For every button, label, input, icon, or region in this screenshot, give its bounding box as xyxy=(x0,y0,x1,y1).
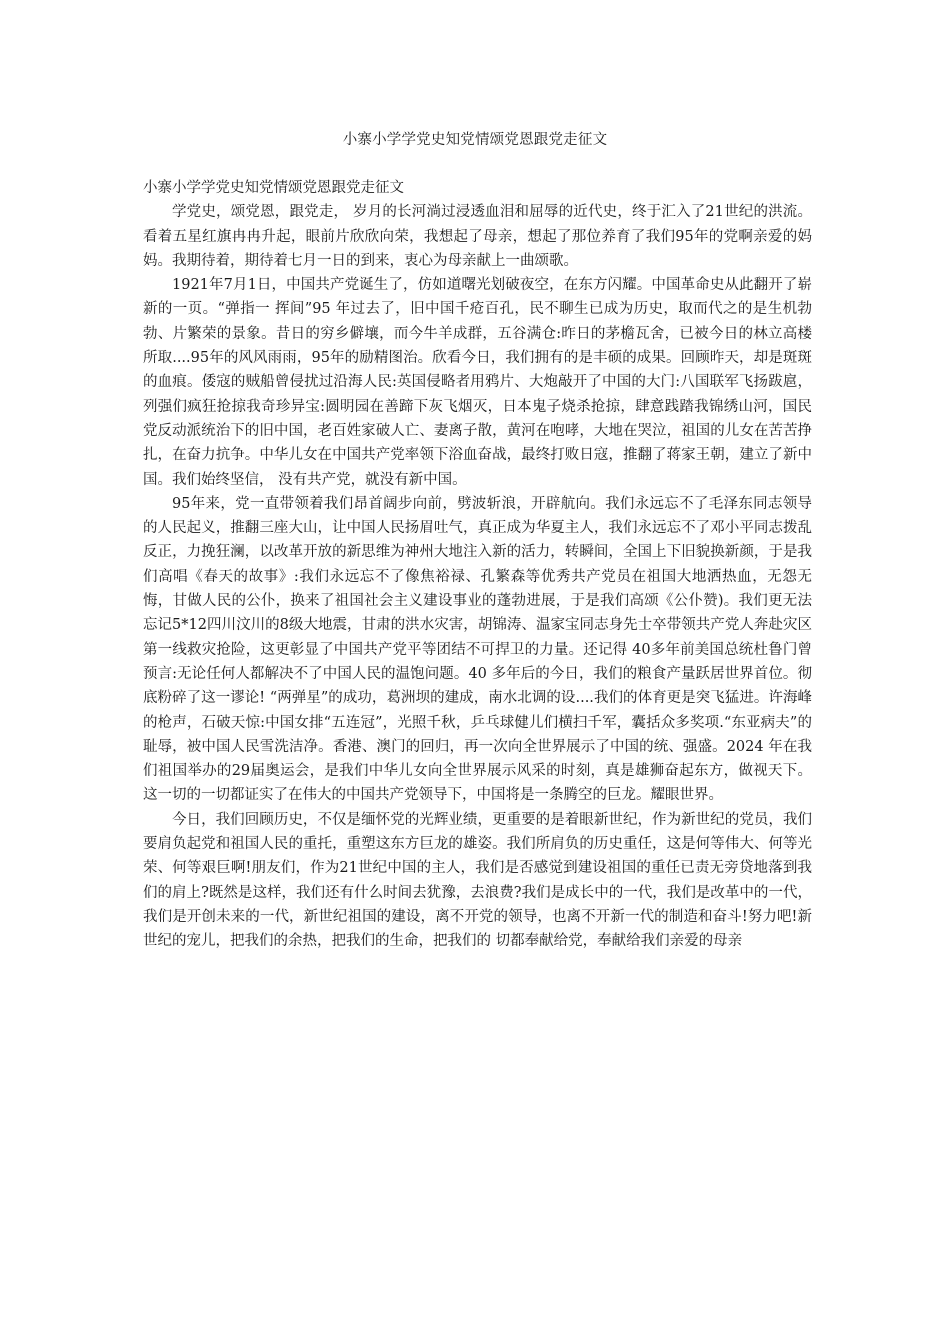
paragraph-2: 1921年7月1日，中国共产党诞生了，仿如道曙光划破夜空，在东方闪耀。中国革命史从此翻开了崭新的一页。“弹指一 挥间”95 年过去了，旧中国千疮百孔，民不聊生已成为历史，取而代之的是生机勃勃、片繁荣的景象。昔日的穷乡僻壤，而今牛羊成群，五谷满仓:昨日的茅檐瓦舍，已被今日的林立高楼所取....95年的风风雨雨，95年的励精图治。欣看今日，我们拥有的是丰硕的成果。回顾昨天，却是斑斑的血痕。倭寇的贼船曾侵扰过沿海人民:英国侵略者用鸦片、大炮敲开了中国的大门:八国联军飞扬跋扈，列强们疯狂抢掠我奇珍异宝:圆明园在善蹄下灰飞烟灭，日本鬼子烧杀抢掠，肆意践踏我锦绣山河，国民党反动派统治下的旧中国，老百姓家破人亡、妻离子散，黄河在咆哮，大地在哭泣，祖国的儿女在苦苦挣扎，在奋力抗争。中华儿女在中国共产党率领下浴血奋战，最终打败日寇，推翻了蒋家王朝，建立了新中国。我们始终坚信， 没有共产党，就没有新中国。 xyxy=(143,277,812,488)
document-title: 小寨小学学党史知党情颂党恩跟党走征文 xyxy=(342,132,608,148)
document-body xyxy=(143,176,812,954)
paragraph-1: 学党史，颂党恩，跟党走， 岁月的长河淌过浸透血泪和屈辱的近代史，终于汇入了21世纪的洪流。看着五星红旗冉冉升起，眼前片欣欣向荣，我想起了母亲，想起了那位养育了我们95年的党啊亲爱的妈妈。我期待着，期待着七月一日的到来，衷心为母亲献上一曲颂歌。 xyxy=(143,204,812,269)
paragraph-3: 95年来，党一直带领着我们昂首阔步向前，劈波斩浪，开辟航向。我们永远忘不了毛泽东同志领导的人民起义，推翻三座大山，让中国人民扬眉吐气，真正成为华夏主人，我们永远忘不了邓小平同志拨乱反正，力挽狂澜，以改革开放的新思维为神州大地注入新的活力，转瞬间，全国上下旧貌换新颜，于是我们高唱《春天的故事》:我们永远忘不了像焦裕禄、孔繁森等优秀共产党员在祖国大地洒热血，无怨无悔，甘做人民的公仆，换来了祖国社会主义建设事业的蓬勃进展，于是我们高颂《公仆赞)。我们更无法忘记5*12四川汶川的8级大地震，甘肃的洪水灾害，胡锦涛、温家宝同志身先士卒带领共产党人奔赴灾区第一线救灾抢险，这更彰显了中国共产党平等团结不可捍卫的力量。还记得 40多年前美国总统杜鲁门曾预言:无论任何人都解决不了中国人民的温饱问题。40 多年后的今日，我们的粮食产量跃居世界首位。彻底粉碎了这一谬论! “两弹星”的成功，葛洲坝的建成，南水北调的设....我们的体育更是突飞猛进。许海峰的枪声，石破天惊:中国女排“五连冠”，光照千秋，乒乓球健儿们横扫千军，囊括众多奖项.“东亚病夫”的耻辱，被中国人民雪洗洁净。香港、澳门的回归，再一次向全世界展示了中国的统、强盛。2024 年在我们祖国举办的29届奥运会，是我们中华儿女向全世界展示风采的时刻，真是雄狮奋起东方，做视天下。这一切的一切都证实了在伟大的中国共产党领导下，中国将是一条腾空的巨龙。耀眼世界。 xyxy=(143,495,812,804)
document-subtitle: 小寨小学学党史知党情颂党恩跟党走征文 xyxy=(143,180,404,196)
paragraph-4: 今日，我们回顾历史，不仅是缅怀党的光辉业绩，更重要的是着眼新世纪，作为新世纪的党员，我们要肩负起党和祖国人民的重托，重塑这东方巨龙的雄姿。我们所肩负的历史重任，这是何等伟大、何等光荣、何等艰巨啊!朋友们，作为21世纪中国的主人，我们是否感觉到建设祖国的重任已责无旁贷地落到我们的肩上?既然是这样，我们还有什么时间去犹豫，去浪费?我们是成长中的一代，我们是改革中的一代， 我们是开创未来的一代，新世纪祖国的建设，离不开党的领导，也离不开新一代的制造和奋斗!努力吧!新世纪的宠儿，把我们的余热，把我们的生命，把我们的 切都奉献给党，奉献给我们亲爱的母亲 xyxy=(143,811,812,950)
